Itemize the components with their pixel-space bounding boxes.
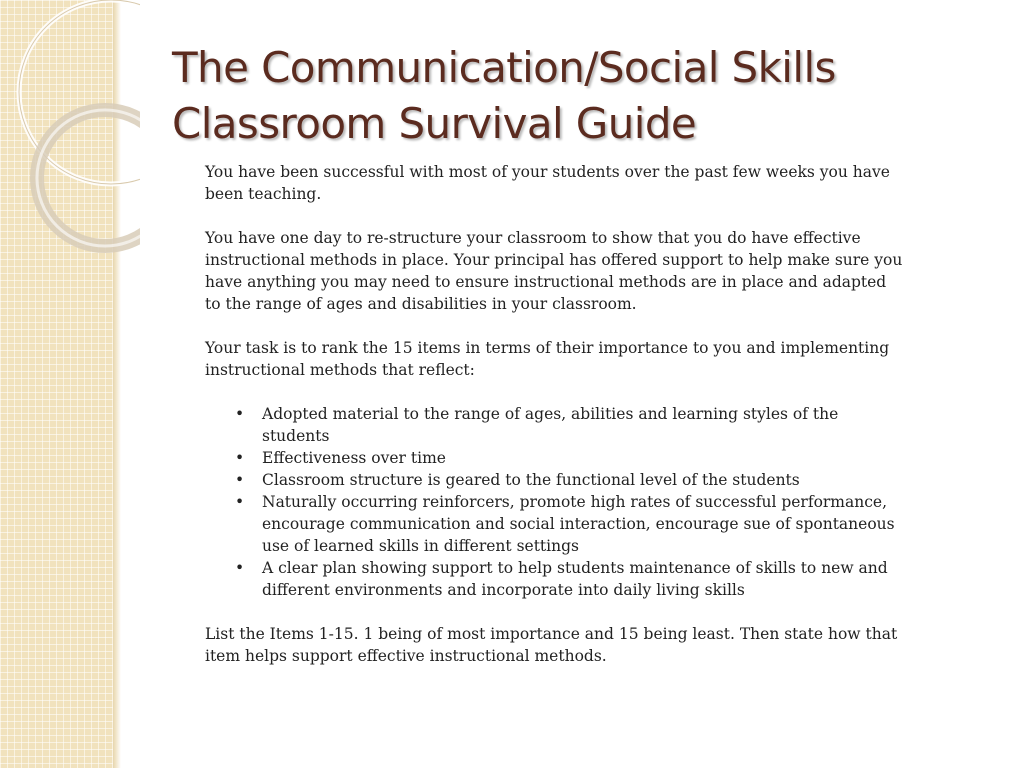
list-item: • Effectiveness over time bbox=[262, 447, 905, 469]
list-item: • Adopted material to the range of ages, abilities and learning styles of the students bbox=[262, 403, 905, 447]
slide-body bbox=[205, 161, 905, 689]
title-line: Classroom Survival Guide bbox=[172, 99, 697, 148]
list-item: • Classroom structure is geared to the functional level of the students bbox=[262, 469, 905, 491]
criteria-list bbox=[205, 403, 905, 601]
task-context-paragraph: You have one day to re-structure your classroom to show that you do have effective instructional methods in place. Your principal has offered support to help make sure you have anything you may need to ensure instructional methods are in place and adapted to the range of ages and disabilities in your classroom. bbox=[205, 229, 903, 313]
task-paragraph: Your task is to rank the 15 items in terms of their importance to you and implementing instructional methods that reflect: bbox=[205, 339, 890, 379]
slide-title bbox=[172, 40, 972, 152]
intro-paragraph: You have been successful with most of your students over the past few weeks you have been teaching. bbox=[205, 163, 890, 203]
decorative-circles bbox=[0, 0, 140, 260]
list-item: • A clear plan showing support to help students maintenance of skills to new and different environments and incorporate into daily living skills bbox=[262, 557, 905, 601]
list-item: • Naturally occurring reinforcers, promote high rates of successful performance, encourage communication and social interaction, encourage sue of spontaneous use of learned skills in different settings bbox=[262, 491, 905, 557]
decorative-circle-small bbox=[37, 110, 140, 246]
title-line: The Communication/Social Skills bbox=[172, 43, 836, 92]
closing-paragraph: List the Items 1-15. 1 being of most importance and 15 being least. Then state how that item helps support effective instructional methods. bbox=[205, 625, 898, 665]
